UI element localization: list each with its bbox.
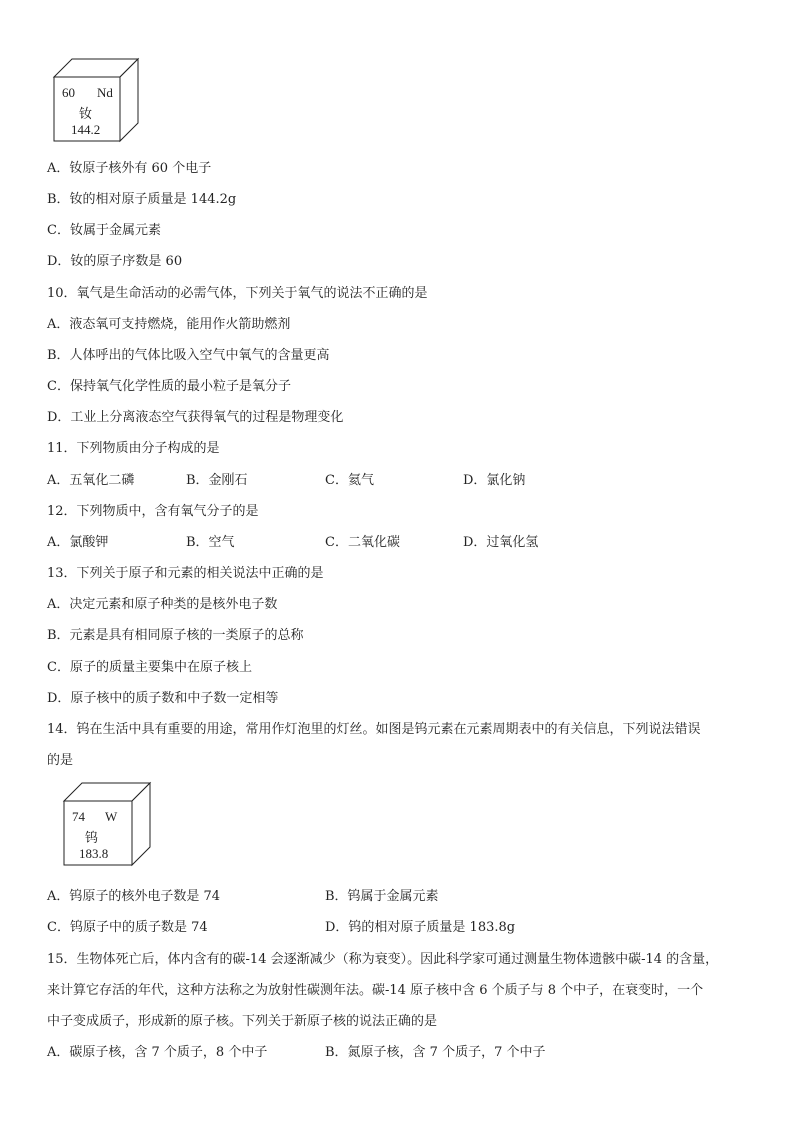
element-symbol: Nd [97,85,113,100]
element-name: 钕 [79,106,93,121]
q15-stem-line3: 中子变成质子，形成新的原子核。下列关于新原子核的说法正确的是 [47,1014,438,1029]
q14-option-a: A．钨原子的核外电子数是 74 [47,889,221,904]
q14-option-c: C．钨原子中的质子数是 74 [47,920,208,935]
q11-stem: 11．下列物质由分子构成的是 [47,441,220,456]
atomic-mass: 144.2 [71,122,101,137]
q10-option-a: A．液态氧可支持燃烧，能用作火箭助燃剂 [47,317,291,332]
q11-option-d: D．氯化钠 [463,473,526,488]
q13-option-c: C．原子的质量主要集中在原子核上 [47,660,252,675]
atomic-number: 74 [72,809,85,824]
q13-option-b: B．元素是具有相同原子核的一类原子的总称 [47,628,304,643]
q12-option-a: A．氯酸钾 [47,535,109,550]
q10-option-d: D．工业上分离液态空气获得氧气的过程是物理变化 [47,410,344,425]
q11-option-a: A．五氧化二磷 [47,473,135,488]
q12-option-d: D．过氧化氢 [463,535,539,550]
q15-stem-line2: 来计算它存活的年代，这种方法称之为放射性碳测年法。碳-14 原子核中含 6 个质子与 8 个中子，在衰变时，一个 [47,983,704,998]
q12-stem: 12．下列物质中，含有氧气分子的是 [47,504,259,519]
q13-option-d: D．原子核中的质子数和中子数一定相等 [47,691,279,706]
element-symbol: W [105,809,118,824]
q12-option-b: B．空气 [186,535,235,550]
q14-stem-line2: 的是 [47,753,74,768]
q15-option-a: A．碳原子核，含 7 个质子，8 个中子 [47,1045,268,1060]
q12-option-c: C．二氧化碳 [325,535,400,550]
atomic-number: 60 [62,85,75,100]
q10-option-b: B．人体呼出的气体比吸入空气中氧气的含量更高 [47,348,330,363]
q14-option-b: B．钨属于金属元素 [325,889,439,904]
q11-option-b: B．金刚石 [186,473,248,488]
element-cell-nd [52,57,142,143]
q14-option-d: D．钨的相对原子质量是 183.8g [325,920,516,935]
q10-stem: 10．氧气是生命活动的必需气体，下列关于氧气的说法不正确的是 [47,286,428,301]
q9-option-b: B．钕的相对原子质量是 144.2g [47,192,237,207]
q13-option-a: A．决定元素和原子种类的是核外电子数 [47,597,278,612]
q11-option-c: C．氦气 [325,473,374,488]
q15-stem-line1: 15．生物体死亡后，体内含有的碳-14 会逐渐减少（称为衰变）。因此科学家可通过测量生物体遗骸中碳-14 的含量， [47,952,719,967]
q9-option-d: D．钕的原子序数是 60 [47,254,183,269]
q9-option-a: A．钕原子核外有 60 个电子 [47,161,212,176]
q9-option-c: C．钕属于金属元素 [47,223,161,238]
q10-option-c: C．保持氧气化学性质的最小粒子是氧分子 [47,379,291,394]
q15-option-b: B．氮原子核，含 7 个质子，7 个中子 [325,1045,546,1060]
q14-stem-line1: 14．钨在生活中具有重要的用途，常用作灯泡里的灯丝。如图是钨元素在元素周期表中的有关信息，下列说法错误 [47,722,701,737]
element-name: 钨 [85,830,99,845]
element-cell-w [62,781,152,867]
atomic-mass: 183.8 [79,846,109,861]
q13-stem: 13．下列关于原子和元素的相关说法中正确的是 [47,566,324,581]
